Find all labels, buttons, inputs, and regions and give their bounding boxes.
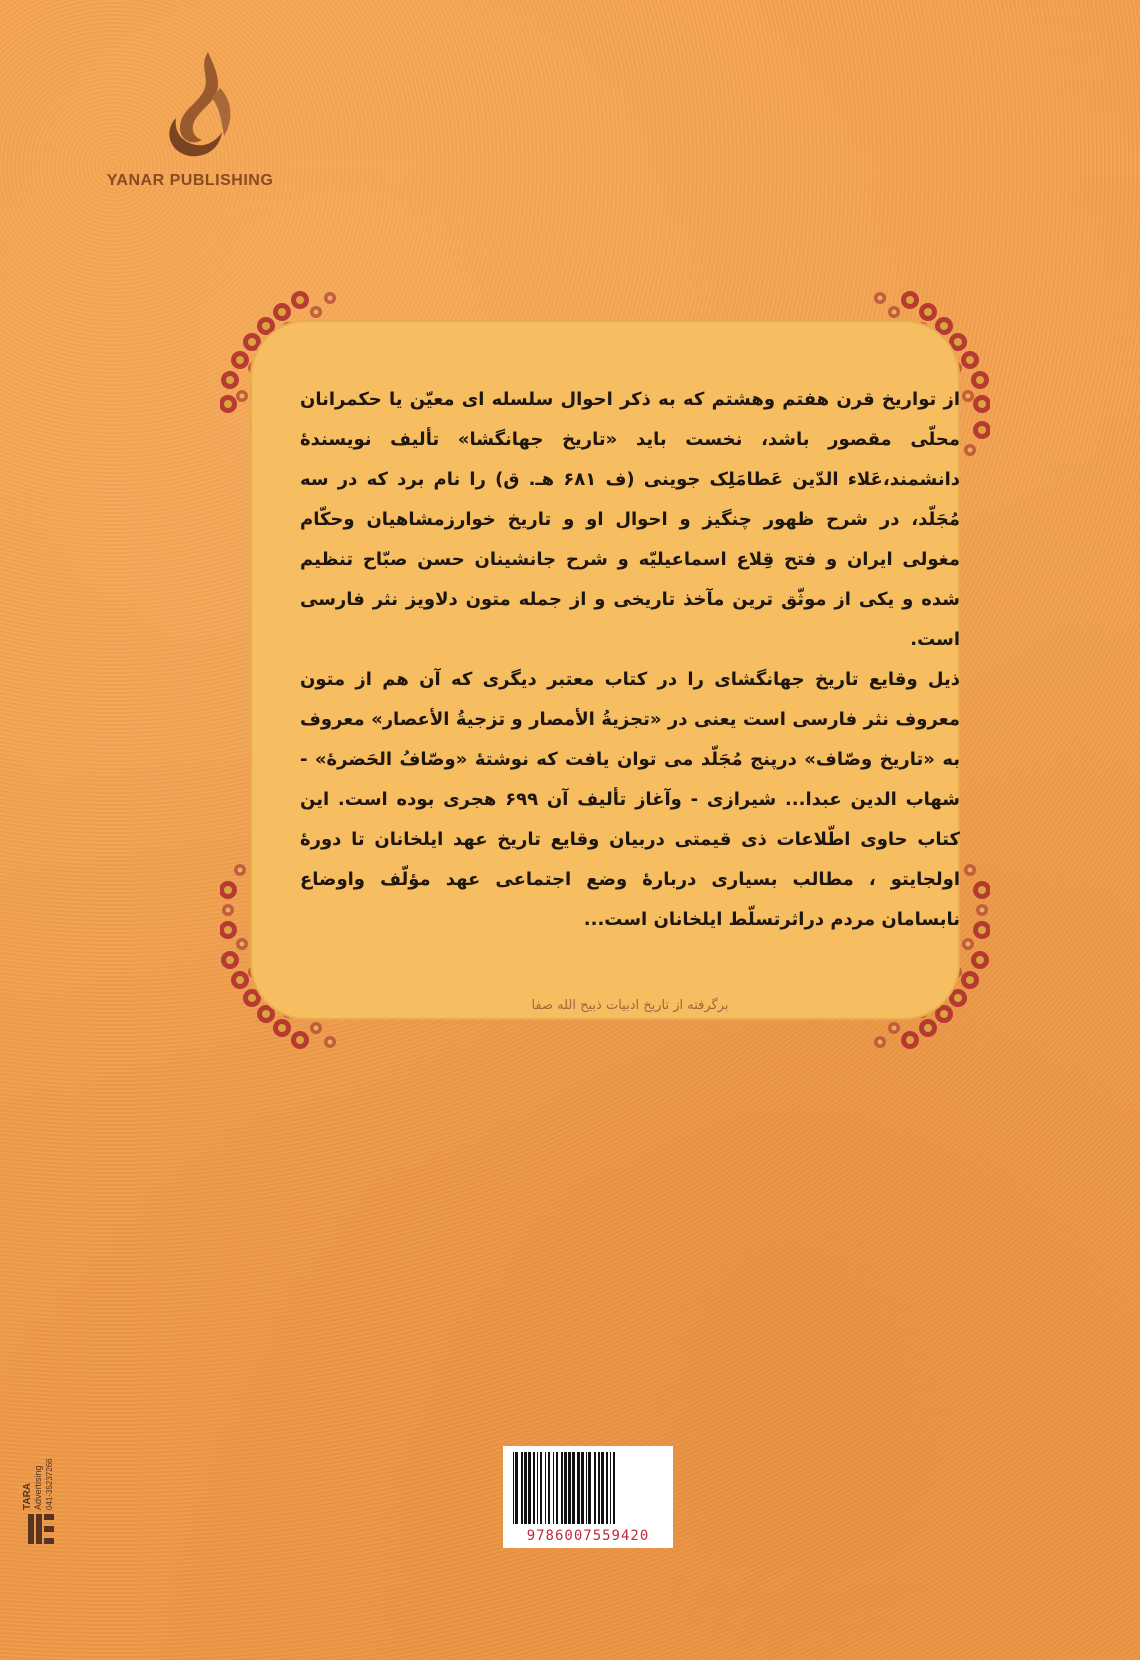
stylized-calligraphy-icon (150, 48, 250, 168)
barcode-bar (561, 1452, 563, 1524)
barcode-bar (606, 1452, 608, 1524)
agency-phone: 041-35237266 (45, 1458, 54, 1510)
barcode-bar (528, 1452, 531, 1524)
blurb-card (250, 320, 960, 1020)
agency-name: TARA (22, 1482, 33, 1510)
publisher-name: YANAR PUBLISHING (106, 172, 274, 189)
blurb-paragraph-2: ذیل وقایع تاریخ جهانگشای را در کتاب معتبر دیگری که آن هم از متون معروف نثر فارسی است یعنی در «تجزیةُ الأمصار و تزجیةُ الأعصار» معروف به «تاریخ وصّاف» درپنج مُجَلّد می توان یافت که نوشتهٔ «وصّافُ الحَضرهٔ» - شهاب الدین عبدا... شیرازی - وآغاز تألیف آن ۶۹۹ هجری بوده است. این کتاب حاوی اطّلاعات ذی قیمتی دربیان وقایع تاریخ عهد ایلخانان تا دورهٔ اولجایتو ، مطالب بسیاری دربارهٔ وضع اجتماعی عهد مؤلّف واوضاع نابسامان مردم دراثرتسلّط ایلخانان است... (300, 669, 960, 930)
barcode-bar (556, 1452, 558, 1524)
blurb-frame (220, 290, 990, 1050)
barcode-bar (572, 1452, 575, 1524)
barcode-bar (601, 1452, 604, 1524)
blurb-paragraph-1: از تواریخ قرن هفتم وهشتم که به ذکر احوال سلسله ای معیّن یا حکمرانان محلّی مقصور باشد، نخست باید «تاریخ جهانگشا» تألیف نویسندهٔ دانشمند،عَلاء الدّین عَطامَلِک جوینی (ف ۶۸۱ هـ. ق) را نام برد که در سه مُجَلّد، در شرح ظهور چنگیز و احوال او و تاریخ خوارزمشاهیان وحکّام مغولی ایران و فتح قِلاع اسماعیلیّه و شرح جانشینان حسن صبّاح تنظیم شده و یکی از موثّق ترین مآخذ تاریخی و از جمله متون دلاویز نثر فارسی است. (300, 389, 960, 650)
barcode-bar (545, 1452, 546, 1524)
barcode-bar (521, 1452, 523, 1524)
source-note: برگرفته از تاریخ ادبیات ذبیح الله صفا (531, 998, 729, 1013)
barcode-bars (511, 1452, 665, 1524)
barcode-bar (524, 1452, 527, 1524)
tara-logo-icon (26, 1512, 56, 1546)
barcode-bar (577, 1452, 580, 1524)
barcode-bar (537, 1452, 538, 1524)
barcode-bar (548, 1452, 550, 1524)
barcode-bar (613, 1452, 615, 1524)
barcode-bar (533, 1452, 535, 1524)
barcode-bar (581, 1452, 584, 1524)
barcode-bar (568, 1452, 571, 1524)
barcode-number: 9786007559420 (526, 1528, 650, 1544)
agency-credit (22, 1430, 68, 1550)
publisher-logo (70, 40, 310, 200)
agency-text (22, 1430, 62, 1510)
agency-sub: Advertising (33, 1465, 43, 1510)
barcode-bar (553, 1452, 554, 1524)
barcode-bar (515, 1452, 518, 1524)
barcode-bar (610, 1452, 611, 1524)
barcode-bar (540, 1452, 542, 1524)
barcode-bar (598, 1452, 600, 1524)
blurb-text (300, 380, 960, 940)
barcode-bar (586, 1452, 587, 1524)
barcode-bar (594, 1452, 596, 1524)
barcode-bar (513, 1452, 514, 1524)
barcode-bar (564, 1452, 567, 1524)
barcode-bar (588, 1452, 591, 1524)
isbn-barcode (503, 1446, 673, 1548)
